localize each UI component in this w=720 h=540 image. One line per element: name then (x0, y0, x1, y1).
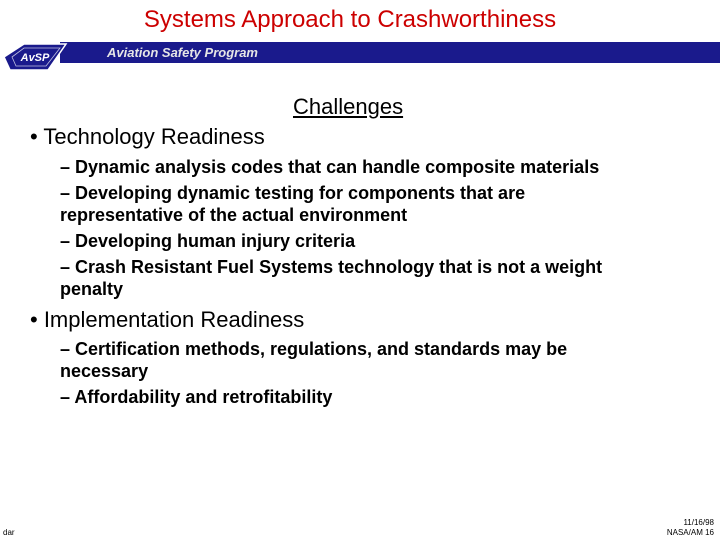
list-item: – Developing human injury criteria (60, 231, 356, 251)
section-heading-technology: • Technology Readiness (30, 124, 265, 149)
footer-author: dar (3, 528, 15, 537)
implementation-list (60, 338, 700, 412)
list-item: – Affordability and retrofitability (60, 387, 333, 407)
list-item: – Dynamic analysis codes that can handle composite materials (60, 157, 600, 177)
avsp-logo (2, 40, 68, 74)
program-banner-label: Aviation Safety Program (107, 45, 258, 60)
section-heading-implementation: • Implementation Readiness (30, 307, 305, 332)
list-item: – Developing dynamic testing for components that are representative of the actual environment (60, 183, 526, 225)
slide-title: Systems Approach to Crashworthiness (143, 6, 557, 33)
footer-page: NASA/AM 16 (666, 528, 714, 537)
slide-subtitle: Challenges (293, 94, 404, 119)
footer-info (667, 518, 714, 538)
list-item: – Certification methods, regulations, and standards may be necessary (60, 339, 568, 381)
list-item: – Crash Resistant Fuel Systems technology that is not a weight penalty (60, 257, 603, 299)
technology-list (60, 156, 700, 304)
footer-date: 11/16/98 (683, 518, 714, 527)
logo-text: AvSP (20, 52, 50, 64)
